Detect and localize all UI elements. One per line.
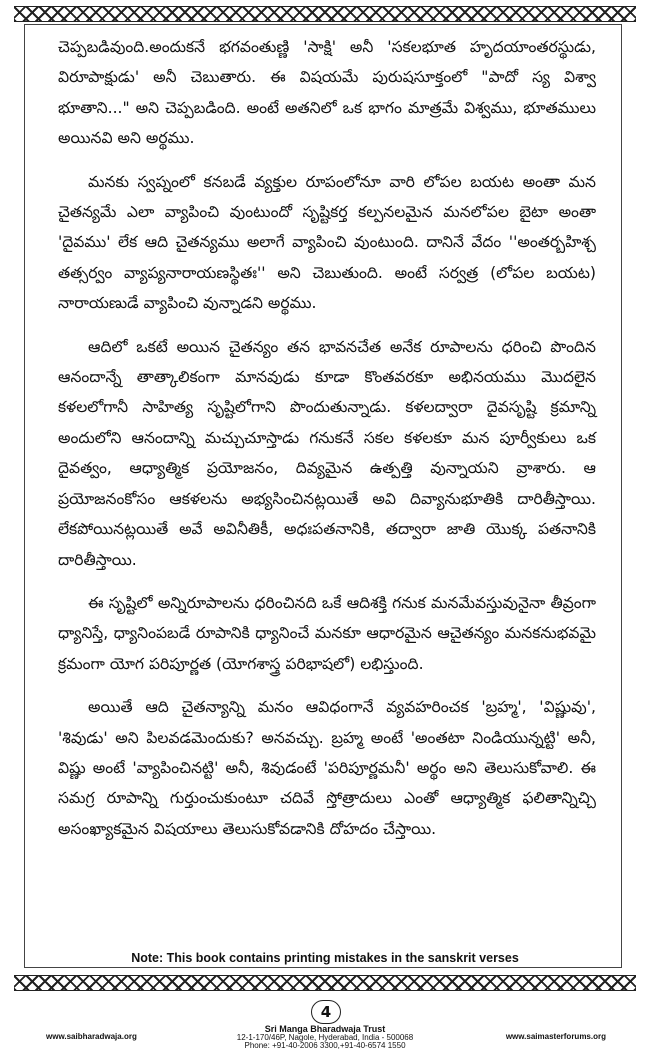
paragraph-5: అయితే ఆది చైతన్యాన్ని మనం ఆవిధంగానే వ్యవహరించక 'బ్రహ్మ', 'విష్ణువు', 'శివుడు' అని పిలవడమెందుకు? అనవచ్చు. బ్రహ్మ అంటే 'అంతటా నిండియున్నట్టి' అనీ, విష్ణు అంటే 'వ్యాపించినట్టి' అనీ, శివుడంటే 'పరిపూర్ణమనీ' అర్థం అని తెలుసుకోవాలి. ఈ సమగ్ర రూపాన్ని గుర్తుంచుకుంటూ చదివే స్తోత్రాదులు ఎంతో ఆధ్యాత్మిక ఫలితాన్నిచ్చి అసంఖ్యాకమైన విషయాలు తెలుసుకోవడానికి దోహదం చేస్తాయి. bbox=[58, 698, 596, 838]
paragraph-1: చెప్పబడివుంది.అందుకనే భగవంతుణ్ణి 'సాక్షి' అనీ 'సకలభూత హృదయాంతరస్థుడు, విరూపాక్షుడు' అనీ చెబుతారు. ఈ విషయమే పురుషసూక్తంలో "పాదో స్య విశ్వా భూతాని..." అని చెప్పబడింది. అంటే అతనిలో ఒక భాగం మాత్రమే విశ్వము, భూతములు అయినవి అని అర్థము. bbox=[58, 38, 596, 148]
top-decorative-border bbox=[14, 6, 636, 22]
printing-note: Note: This book contains printing mistakes in the sanskrit verses bbox=[131, 951, 519, 965]
footer-right-link[interactable]: www.saimasterforums.org bbox=[505, 1032, 606, 1041]
paragraph-4: ఈ సృష్టిలో అన్నిరూపాలను ధరించినది ఒకే ఆదిశక్తి గనుక మనమేవస్తువునైనా తీవ్రంగా ధ్యానిస్తే, ధ్యానింపబడే రూపానికి ధ్యానించే మనకూ ఆధారమైన ఆచైతన్యం మనకనుభవమై క్రమంగా యోగ పరిపూర్ణత (యోగశాస్త్ర పరిభాషలో) లభిస్తుంది. bbox=[58, 593, 596, 673]
bottom-decorative-border bbox=[14, 975, 636, 991]
page-number: 4 bbox=[311, 1000, 341, 1024]
page-body bbox=[58, 32, 596, 857]
trust-name: Sri Manga Bharadwaja Trust bbox=[264, 1024, 386, 1034]
paragraph-2: మనకు స్వప్నంలో కనబడే వ్యక్తుల రూపంలోనూ వారి లోపల బయట అంతా మన చైతన్యమే ఎలా వ్యాపించి వుంటుందో సృష్టికర్త కల్పనలమైన మనలోపల బైటా అంతా 'దైవము' లేక ఆది చైతన్యము అలాగే వ్యాపించి వుంటుంది. దానినే వేదం ''అంతర్బహిశ్చ తత్సర్వం వ్యాప్యనారాయణస్థితః'' అని చెబుతుంది. అంటే సర్వత్ర (లోపల బయట) నారాయణుడే వ్యాపించి వున్నాడని అర్థము. bbox=[58, 172, 596, 313]
footer bbox=[0, 1025, 650, 1049]
trust-address: 12-1-170/46P, Nagole, Hyderabad, India - 500068 bbox=[236, 1032, 414, 1042]
trust-phone: Phone: +91-40-2006 3300,+91-40-6574 1550 bbox=[244, 1041, 406, 1050]
footer-left-link[interactable]: www.saibharadwaja.org bbox=[46, 1032, 137, 1041]
paragraph-3: ఆదిలో ఒకటే అయిన చైతన్యం తన భావనచేత అనేక రూపాలను ధరించి పొందిన ఆనందాన్నే తాత్కాలికంగా మానవుడు కూడా కొంతవరకూ అభినయము మొదలైన కళలలోగానీ సాహిత్య సృష్టిలోగాని పొందుతున్నాడు. కళలద్వారా దైవసృష్టి క్రమాన్ని అందులోని ఆనందాన్ని మచ్చుచూస్తాడు గనుకనే సకల కళలకూ మన పూర్వీకులు ఒక దైవత్వం, ఆధ్యాత్మిక ప్రయోజనం, దివ్యమైన ఉత్పత్తి వున్నాయని వ్రాశారు. ఆ ప్రయోజనంకోసం ఆకళలను అభ్యసించినట్లయితే అవి దివ్యానుభూతికి దారితీస్తాయి. లేకపోయినట్లయితే అవే అవినీతికీ, అధఃపతనానికి, తద్వారా జాతి యొక్క పతనానికి దారితీస్తాయి. bbox=[58, 337, 596, 569]
